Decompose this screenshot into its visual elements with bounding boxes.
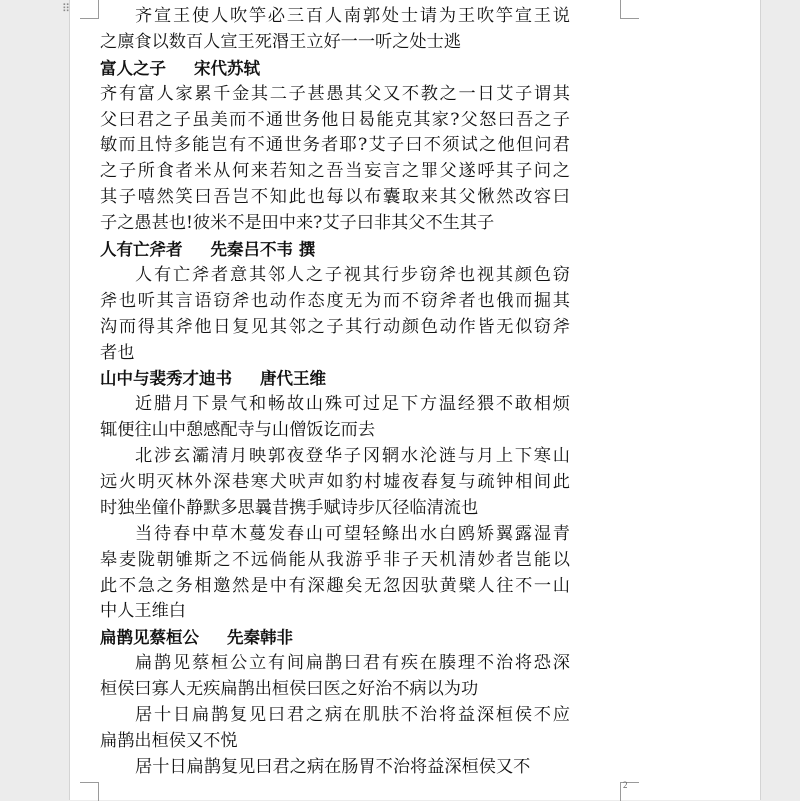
heading-author: 先秦韩非 [227,628,293,648]
text-line: 之廪食以数百人宣王死湣王立好一一听之处士逃 [100,31,461,52]
heading-title: 扁鹊见蔡桓公 [100,628,199,648]
section-heading [100,56,570,82]
text-line: 桓侯曰寡人无疾扁鹊出桓侯曰医之好治不病以为功 [100,679,479,700]
text-line: 斧也听其言语窃斧也动作态度无为而不窃斧者也俄而掘其 [100,290,570,311]
heading-title: 富人之子 [100,58,166,78]
text-line: 远火明灭林外深巷寒犬吠声如豹村墟夜舂复与疏钟相间此 [100,472,570,493]
text-line: 此不急之务相邀然是中有深趣矣无忽因驮黄檗人往不一山 [100,575,570,596]
text-line: 扁鹊出桓侯又不悦 [100,730,238,751]
text-line: 齐宣王使人吹竽必三百人南郭处士请为王吹竽宣王说 [135,6,570,26]
section-heading [100,625,570,651]
drag-handle-icon[interactable]: ⠿ [62,2,72,15]
text-line: 齐有富人家累千金其二子甚愚其父又不教之一日艾子谓其 [100,83,570,104]
crop-mark-bottom-left [80,782,99,801]
text-line: 时独坐僮仆静默多思曩昔携手赋诗步仄径临清流也 [100,497,479,518]
heading-author: 宋代苏轼 [194,58,260,78]
section-heading [100,366,570,392]
text-line: 之子所食者米从何来若知之吾当妄言之罪父遂呼其子问之 [100,161,570,182]
text-line: 近腊月下景气和畅故山殊可过足下方温经猥不敢相烦 [135,394,570,415]
text-line: 辄便往山中憩感配寺与山僧饭讫而去 [100,420,376,441]
crop-mark-top-right [620,0,639,19]
heading-author: 先秦吕不韦 撰 [210,240,316,260]
text-line: 北涉玄灞清月映郭夜登华子冈辋水沦涟与月上下寒山 [135,446,570,467]
text-line: 居十日扁鹊复见曰君之病在肌肤不治将益深桓侯不应 [135,705,570,726]
section-heading [100,237,570,263]
text-line: 沟而得其斧他日复见其邻之子其行动颜色动作皆无似窃斧 [100,316,570,337]
heading-title: 人有亡斧者 [100,240,183,260]
text-line: 者也 [100,342,135,363]
text-line: 扁鹊见蔡桓公立有间扁鹊曰君有疾在腠理不治将恐深 [135,653,570,674]
heading-title: 山中与裴秀才迪书 [100,369,232,389]
document-body[interactable] [100,4,570,781]
text-line: 父曰君之子虽美而不通世务他日曷能克其家?父怒曰吾之子 [100,109,570,130]
page-number: 2 [623,780,628,790]
text-line: 其子嘻然笑曰吾岂不知此也每以布囊取来其父愀然改容曰 [100,187,570,208]
text-line: 人有亡斧者意其邻人之子视其行步窃斧也视其颜色窃 [135,264,570,285]
text-line: 子之愚甚也!彼米不是田中来?艾子曰非其父不生其子 [100,213,495,234]
heading-author: 唐代王维 [260,369,326,389]
text-line: 当待春中草木蔓发春山可望轻鲦出水白鸥矫翼露湿青 [135,523,570,544]
text-line: 皋麦陇朝雊斯之不远倘能从我游乎非子天机清妙者岂能以 [100,549,570,570]
text-line: 中人王维白 [100,601,186,622]
text-line: 敏而且恃多能岂有不通世务者耶?艾子曰不须试之他但问君 [100,135,570,156]
text-line: 居十日扁鹊复见曰君之病在肠胃不治将益深桓侯又不 [135,756,531,777]
crop-mark-top-left [80,0,99,19]
